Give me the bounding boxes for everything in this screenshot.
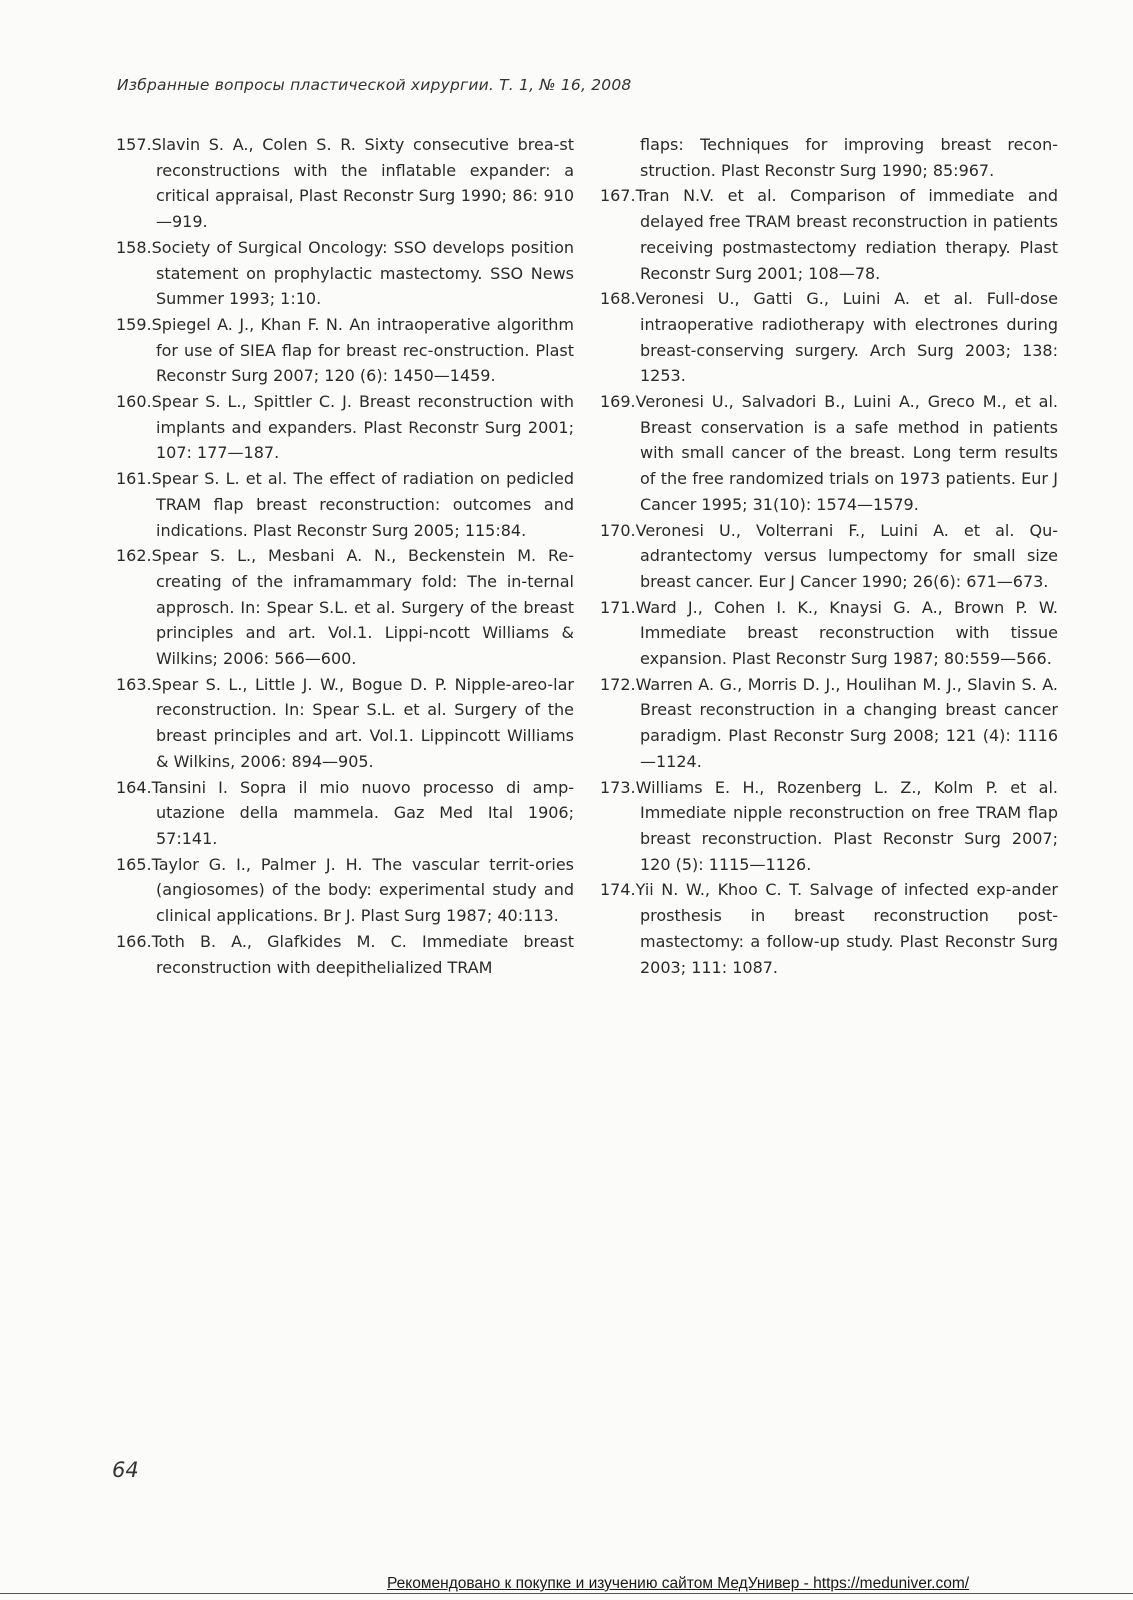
reference-number: 167. — [600, 186, 636, 206]
reference-item — [116, 312, 574, 389]
reference-text: Spear S. L. et al. The effect of radiation on pedicled TRAM flap breast reconstruction: outcomes and indications. Plast Reconstr Surg 2005; 115:84. — [151, 469, 574, 540]
reference-number: 160. — [116, 392, 152, 412]
reference-number: 166. — [116, 931, 152, 951]
reference-item — [116, 389, 574, 466]
reference-text: flaps: Techniques for improving breast recon-struction. Plast Reconstr Surg 1990; 85:967. — [640, 135, 1058, 180]
reference-text: Spear S. L., Spittler C. J. Breast reconstruction with implants and expanders. Plast Reconstr Surg 2001; 107: 177—187. — [151, 392, 574, 463]
reference-text: Spear S. L., Mesbani A. N., Beckenstein M. Re-creating of the inframammary fold: The in-ternal approsch. In: Spear S.L. et al. Surgery of the breast principles and art. Vol.1. Lippi-ncott Williams & Wilkins; 2006: 566—600. — [151, 546, 574, 669]
reference-number: 164. — [116, 777, 152, 797]
reference-number: 174. — [600, 880, 636, 900]
reference-item — [116, 672, 574, 775]
reference-text: Williams E. H., Rozenberg L. Z., Kolm P. et al. Immediate nipple reconstruction on free TRAM flap breast reconstruction. Plast Reconstr Surg 2007; 120 (5): 1115—1126. — [635, 777, 1058, 874]
reference-text: Slavin S. A., Colen S. R. Sixty consecutive brea-st reconstructions with the inflatable expander: a critical appraisal, Plast Reconstr Surg 1990; 86: 910—919. — [151, 135, 574, 232]
reference-item — [116, 852, 574, 929]
reference-item — [116, 132, 574, 235]
references-right-column — [600, 132, 1058, 980]
reference-text: Spear S. L., Little J. W., Bogue D. P. Nipple-areo-lar reconstruction. In: Spear S.L. et al. Surgery of the breast principles and art. Vol.1. Lippincott Williams & Wilkins, 2006: 894—905. — [151, 674, 574, 771]
meduniver-footer-link[interactable]: Рекомендовано к покупке и изучению сайтом МедУнивер - https://meduniver.com/ — [387, 1575, 970, 1592]
journal-header: Избранные вопросы пластической хирургии. Т. 1, № 16, 2008 — [117, 76, 632, 94]
reference-text: Toth B. A., Glafkides M. C. Immediate breast reconstruction with deepithelialized TRAM — [151, 931, 574, 977]
reference-item — [600, 775, 1058, 878]
reference-text: Veronesi U., Volterrani F., Luini A. et al. Qu-adrantectomy versus lumpectomy for small size breast cancer. Eur J Cancer 1990; 26(6): 671—673. — [635, 520, 1058, 591]
reference-text: Ward J., Cohen I. K., Knaysi G. A., Brown P. W. Immediate breast reconstruction with tissue expansion. Plast Reconstr Surg 1987; 80:559—566. — [635, 597, 1058, 669]
reference-item — [116, 929, 574, 980]
reference-number: 163. — [116, 674, 152, 694]
reference-item — [116, 775, 574, 852]
reference-item — [600, 286, 1058, 389]
reference-item — [116, 466, 574, 543]
reference-item — [600, 595, 1058, 672]
reference-text: Yii N. W., Khoo C. T. Salvage of infected exp-ander prosthesis in breast reconstruction post-mastectomy: a follow-up study. Plast Reconstr Surg 2003; 111: 1087. — [635, 880, 1058, 977]
reference-item — [116, 543, 574, 672]
reference-item — [600, 672, 1058, 775]
footer-divider — [0, 1593, 1133, 1594]
reference-number: 162. — [116, 546, 152, 566]
reference-number: 170. — [600, 520, 636, 540]
reference-number: 171. — [600, 597, 636, 617]
reference-text: Taylor G. I., Palmer J. H. The vascular territ-ories (angiosomes) of the body: experimental study and clinical applications. Br J. Plast Surg 1987; 40:113. — [151, 854, 574, 926]
reference-number: 161. — [116, 469, 152, 489]
reference-item — [600, 518, 1058, 595]
reference-text: Tran N.V. et al. Comparison of immediate and delayed free TRAM breast reconstruction in patients receiving postmastectomy rediation therapy. Plast Reconstr Surg 2001; 108—78. — [635, 186, 1058, 283]
reference-item — [600, 389, 1058, 518]
reference-continuation — [600, 132, 1058, 183]
reference-item — [116, 235, 574, 312]
reference-number: 169. — [600, 392, 636, 412]
reference-text: Society of Surgical Oncology: SSO develops position statement on prophylactic mastectomy. SSO News Summer 1993; 1:10. — [151, 237, 574, 309]
reference-text: Spiegel A. J., Khan F. N. An intraoperative algorithm for use of SIEA flap for breast rec-onstruction. Plast Reconstr Surg 2007; 120 (6): 1450—1459. — [151, 314, 574, 386]
reference-text: Veronesi U., Gatti G., Luini A. et al. Full-dose intraoperative radiotherapy with electrones during breast-conserving surgery. Arch Surg 2003; 138: 1253. — [635, 289, 1058, 386]
reference-number: 168. — [600, 289, 636, 309]
reference-text: Tansini I. Sopra il mio nuovo processo di amp-utazione della mammela. Gaz Med Ital 1906; 57:141. — [151, 777, 574, 848]
reference-number: 165. — [116, 854, 152, 874]
reference-number: 172. — [600, 674, 636, 694]
reference-number: 158. — [116, 237, 152, 257]
page-number: 64 — [112, 1458, 139, 1482]
reference-item — [600, 183, 1058, 286]
reference-number: 159. — [116, 314, 152, 334]
reference-text: Veronesi U., Salvadori B., Luini A., Greco M., et al. Breast conservation is a safe method in patients with small cancer of the breast. Long term results of the free randomized trials on 1973 patients. Eur J Cancer 1995; 31(10): 1574—1579. — [635, 392, 1058, 514]
reference-number: 157. — [116, 135, 152, 154]
reference-number: 173. — [600, 777, 636, 797]
references-left-column — [116, 132, 574, 980]
reference-item — [600, 877, 1058, 980]
reference-text: Warren A. G., Morris D. J., Houlihan M. J., Slavin S. A. Breast reconstruction in a changing breast cancer paradigm. Plast Reconstr Surg 2008; 121 (4): 1116—1124. — [635, 674, 1058, 771]
